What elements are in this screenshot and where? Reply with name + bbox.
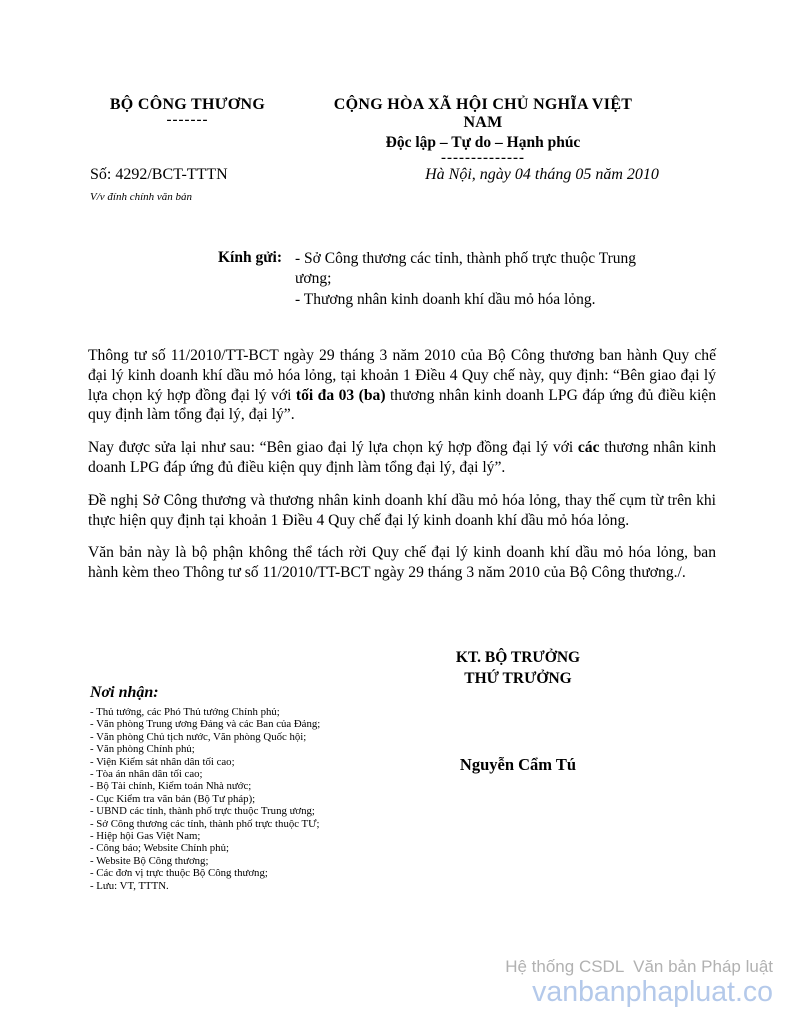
paragraph-text: Thông tư số 11/2010/TT-BCT ngày 29 tháng 3 năm 2010 của Bộ Công thương ban hành Quy chế đại lý kinh doanh khí dầu mỏ hóa lỏng, tại khoản 1 Điều 4 Quy chế này, quy định: “Bên giao đại lý lựa chọn ký hợp đồng đại lý với — [88, 347, 716, 404]
signer-name: Nguyễn Cẩm Tú — [459, 755, 577, 774]
recipients-label: Kính gửi: — [218, 249, 282, 266]
distribution-item: - Website Bộ Công thương; — [90, 854, 209, 867]
issuing-org-block — [55, 96, 320, 126]
distribution-item: - Sở Công thương các tỉnh, thành phố trực thuộc TƯ; — [90, 817, 320, 830]
document-subject: V/v đính chính văn bản — [90, 191, 193, 203]
distribution-item: - Công báo; Website Chính phủ; — [90, 842, 229, 855]
distribution-item: - UBND các tỉnh, thành phố trực thuộc Trung ương; — [90, 805, 315, 818]
distribution-item: - Bộ Tài chính, Kiểm toán Nhà nước; — [90, 780, 252, 793]
watermark-site-url: vanbanphapluat.co — [532, 976, 773, 1008]
distribution-item: - Lưu: VT, TTTN. — [90, 879, 169, 892]
national-motto-divider: -------------- — [441, 150, 525, 166]
distribution-item: - Văn phòng Chính phủ; — [90, 743, 195, 756]
national-title: CỘNG HÒA XÃ HỘI CHỦ NGHĨA VIỆT NAM — [333, 96, 633, 131]
place-and-date: Hà Nội, ngày 04 tháng 05 năm 2010 — [425, 166, 659, 183]
recipient-item: - Thương nhân kinh doanh khí dầu mỏ hóa lỏng. — [295, 290, 596, 308]
recipient-item: - Sở Công thương các tỉnh, thành phố trực thuộc Trung ương; — [295, 250, 637, 288]
body-paragraph-1 — [88, 346, 716, 425]
paragraph-text: thương nhân kinh doanh LPG đáp ứng đủ điều kiện quy định làm tổng đại lý, đại lý”. — [88, 439, 716, 476]
distribution-item: - Văn phòng Trung ương Đảng và các Ban của Đảng; — [90, 718, 321, 731]
paragraph-text: thương nhân kinh doanh LPG đáp ứng đủ điều kiện quy định làm tổng đại lý, đại lý”. — [88, 386, 716, 424]
signature-block — [398, 647, 638, 689]
document-body — [88, 346, 716, 596]
issuing-org-name: BỘ CÔNG THƯƠNG — [109, 96, 266, 113]
distribution-item: - Tòa án nhân dân tối cao; — [90, 768, 203, 781]
body-paragraph-2 — [88, 438, 716, 478]
distribution-item: - Viện Kiểm sát nhân dân tối cao; — [90, 755, 235, 768]
signer-title-line2: THỨ TRƯỞNG — [464, 670, 572, 687]
distribution-block — [90, 684, 420, 892]
distribution-item: - Văn phòng Chủ tịch nước, Văn phòng Quốc hội; — [90, 730, 307, 743]
watermark-system-label: Hệ thống CSDL Văn bản Pháp luật — [505, 957, 773, 976]
body-paragraph-3: Đề nghị Sở Công thương và thương nhân kinh doanh khí dầu mỏ hóa lỏng, thay thế cụm từ trên khi thực hiện quy định tại khoản 1 Điều 4 Quy chế đại lý kinh doanh khí dầu mỏ hóa lỏng. — [88, 491, 716, 529]
distribution-item: - Hiệp hội Gas Việt Nam; — [90, 830, 201, 843]
signer-title-line1: KT. BỘ TRƯỞNG — [455, 649, 581, 666]
document-number: Số: 4292/BCT-TTTN — [90, 166, 228, 183]
distribution-item: - Các đơn vị trực thuộc Bộ Công thương; — [90, 867, 268, 880]
recipients-block — [218, 249, 663, 310]
distribution-item: - Cục Kiểm tra văn bản (Bộ Tư pháp); — [90, 792, 256, 805]
paragraph-text: Nay được sửa lại như sau: “Bên giao đại lý lựa chọn ký hợp đồng đại lý với — [88, 439, 578, 457]
issuing-org-divider: ------- — [166, 112, 209, 128]
emphasized-text: tối đa 03 (ba) — [295, 386, 386, 404]
national-motto: Độc lập – Tự do – Hạnh phúc — [385, 134, 581, 151]
recipients-list — [295, 249, 663, 310]
emphasized-text: các — [577, 439, 600, 457]
site-watermark — [505, 957, 773, 1007]
body-paragraph-4: Văn bản này là bộ phận không thể tách rời Quy chế đại lý kinh doanh khí dầu mỏ hóa lỏng, ban hành kèm theo Thông tư số 11/2010/TT-BCT ngày 29 tháng 3 năm 2010 của Bộ Công thương./. — [88, 544, 716, 582]
distribution-label: Nơi nhận: — [90, 684, 159, 701]
distribution-item: - Thủ tướng, các Phó Thủ tướng Chính phủ; — [90, 706, 280, 718]
national-header-block — [313, 96, 653, 164]
distribution-list — [90, 706, 420, 892]
